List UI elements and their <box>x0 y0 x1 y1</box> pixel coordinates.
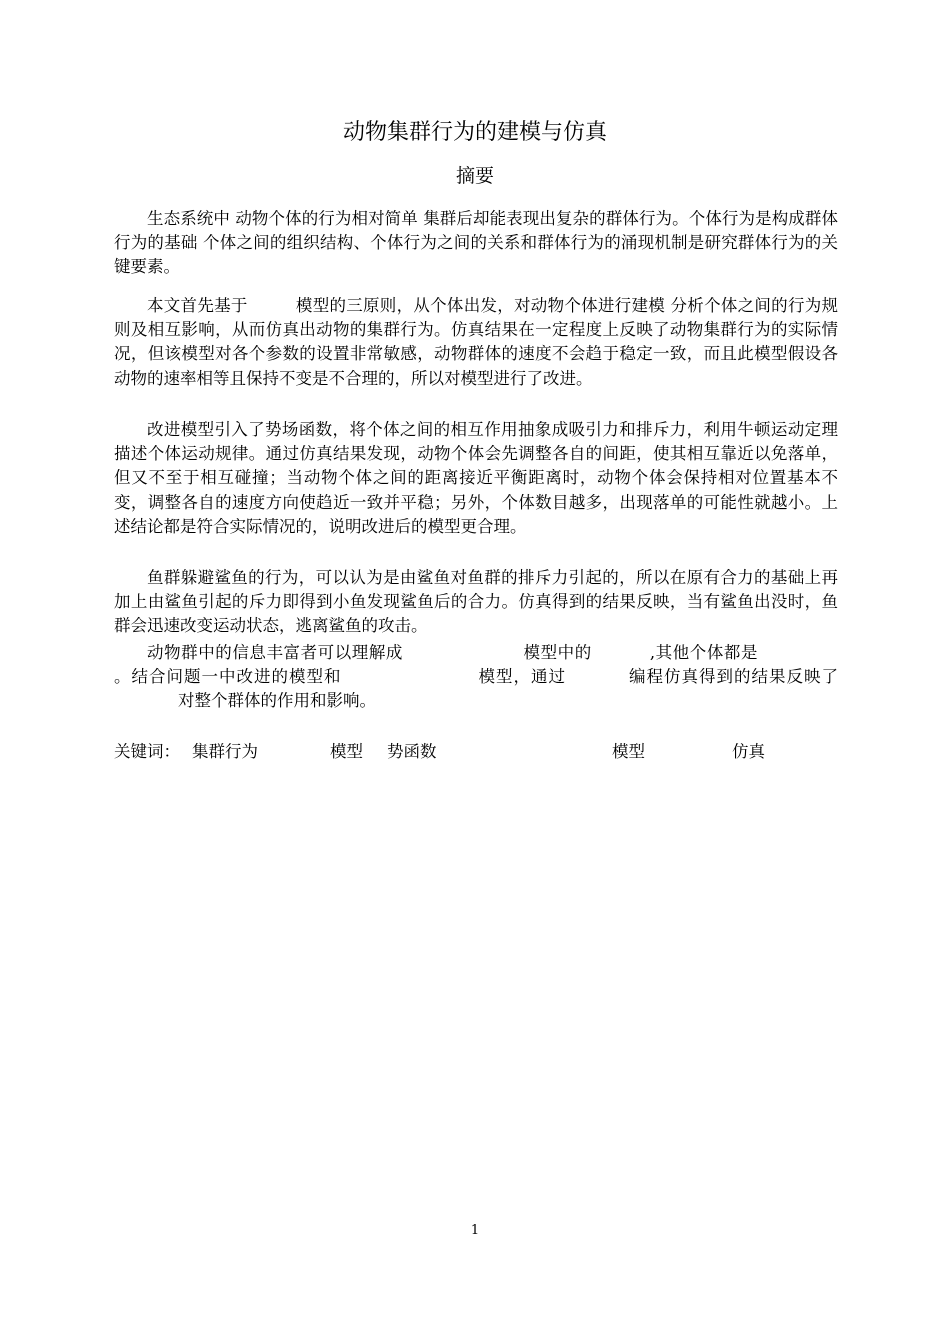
abstract-paragraph-1: 生态系统中 动物个体的行为相对简单 集群后却能表现出复杂的群体行为。个体行为是构成群体行为的基础 个体之间的组织结构、个体行为之间的关系和群体行为的涌现机制是研究群体行为的关键要素。 <box>114 209 838 277</box>
paragraph-5-text-e: 模型，通过 <box>477 667 566 687</box>
paragraph-2-text-b: 模型的三原则，从个体出发，对动物个体进行建模 分析个体之间的行为规则及相互影响，从而仿真出动物的集群行为。仿真结果在一定程度上反映了动物集群行为的实际情况，但该模型对各个参数的设置非常敏感，动物群体的速度不会趋于稳定一致，而且此模型假设各动物的速率相等且保持不变是不合理的，所以对模型进行了改进。 <box>114 296 838 388</box>
page-number: 1 <box>470 1223 480 1238</box>
abstract-paragraph-2 <box>114 294 838 391</box>
abstract-heading: 摘要 <box>455 165 494 187</box>
paragraph-5-text-a: 动物群中的信息丰富者可以理解成 <box>147 643 403 662</box>
abstract-paragraph-4: 鱼群躲避鲨鱼的行为，可以认为是由鲨鱼对鱼群的排斥力引起的，所以在原有合力的基础上再加上由鲨鱼引起的斥力即得到小鱼发现鲨鱼后的合力。仿真得到的结果反映，当有鲨鱼出没时，鱼群会迅速改变运动状态，逃离鲨鱼的攻击。 <box>114 568 838 636</box>
paragraph-2-text-a: 本文首先基于 <box>147 296 248 315</box>
paragraph-5-text-c: ,其他个体都是 <box>649 643 759 662</box>
paragraph-5-text-d: 。结合问题一中改进的模型和 <box>114 667 342 687</box>
keyword-3: 势函数 <box>387 742 437 761</box>
keyword-2: 模型 <box>330 742 363 761</box>
keywords-label: 关键词： <box>114 742 180 761</box>
keyword-5: 仿真 <box>732 742 765 761</box>
paper-title: 动物集群行为的建模与仿真 <box>342 120 607 145</box>
paragraph-5-text-g: 对整个群体的作用和影响。 <box>178 691 376 711</box>
abstract-paragraph-5 <box>114 641 838 714</box>
paragraph-5-text-b: 模型中的 <box>522 643 592 662</box>
abstract-paragraph-3: 改进模型引入了势场函数，将个体之间的相互作用抽象成吸引力和排斥力，利用牛顿运动定理描述个体运动规律。通过仿真结果发现，动物个体会先调整各自的间距，使其相互靠近以免落单，但又不至于相互碰撞；当动物个体之间的距离接近平衡距离时，动物个体会保持相对位置基本不变，调整各自的速度方向使趋近一致并平稳；另外，个体数目越多，出现落单的可能性就越小。上述结论都是符合实际情况的，说明改进后的模型更合理。 <box>114 420 838 536</box>
keyword-1: 集群行为 <box>192 742 258 761</box>
keyword-4: 模型 <box>612 742 645 761</box>
paragraph-5-text-f: 编程仿真得到的结果反映了 <box>628 667 838 687</box>
